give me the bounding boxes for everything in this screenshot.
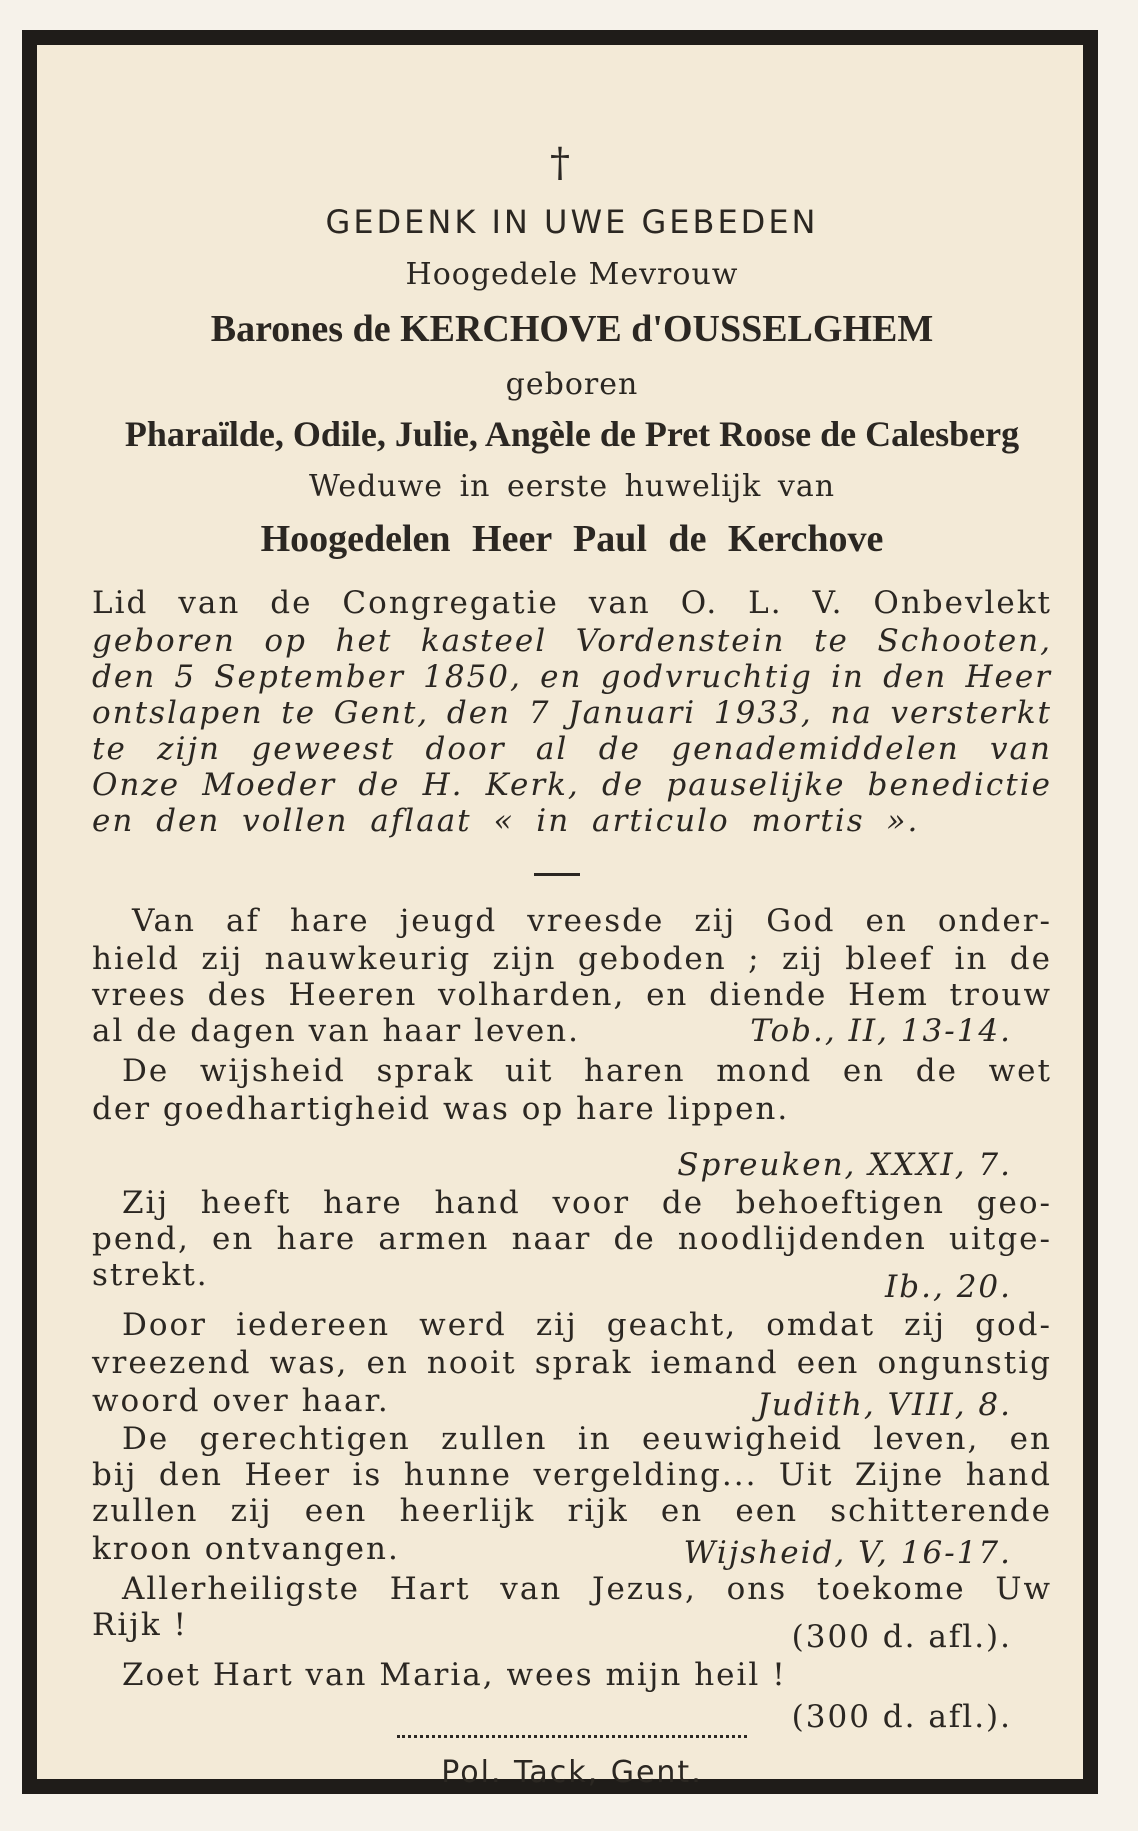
prayer-line: Zoet Hart van Maria, wees mijn heil ! [122,1657,787,1693]
memorial-card [22,30,1098,1794]
verse-line: vrees des Heeren volharden, en diende Hem trouw [92,977,1052,1013]
verse-line: zullen zij een heerlijk rijk en een schitterende [92,1493,1052,1529]
verse-line: Van af hare jeugd vreesde zij God en onder- [132,903,1052,939]
honorific: Hoogedele Mevrouw [405,257,739,292]
prayer-line: Rijk ! [92,1607,188,1643]
verse-line: hield zij nauwkeurig zijn geboden ; zij bleef in de [92,941,1052,977]
header-line: GEDENK IN UWE GEBEDEN [325,203,819,241]
divider [534,873,580,876]
deceased-name: Barones de KERCHOVE d'OUSSELGHEM [210,308,934,350]
verse-line: strekt. [92,1257,209,1293]
bio-line: den 5 September 1850, en godvruchtig in den Heer [92,659,1052,695]
prayer-line: Allerheiligste Hart van Jezus, ons toekome Uw [122,1571,1052,1607]
verse-reference: Tob., II, 13-14. [750,1013,1012,1049]
bio-line: ontslapen te Gent, den 7 Januari 1933, na versterkt [92,695,1052,731]
widow-line: Weduwe in eerste huwelijk van [308,469,836,504]
husband-name: Hoogedelen Heer Paul de Kerchove [260,518,884,560]
verse-line: Zij heeft hare hand voor de behoeftigen geo- [122,1185,1052,1221]
verse-reference: Judith, VIII, 8. [757,1387,1012,1423]
verse-line: kroon ontvangen. [92,1531,400,1567]
bio-line: en den vollen aflaat « in articulo mortis ». [92,803,920,839]
verse-line: bij den Heer is hunne vergelding... Uit Zijne hand [92,1457,1052,1493]
cross-icon: † [550,140,570,186]
verse-reference: Ib., 20. [885,1269,1012,1305]
verse-line: vreezend was, en nooit sprak iemand een ongunstig [92,1345,1052,1381]
printer-credit: Pol. Tack, Gent. [441,1755,703,1790]
verse-line: al de dagen van haar leven. [92,1013,580,1049]
verse-reference: Wijsheid, V, 16-17. [683,1535,1012,1571]
born-label: geboren [505,367,639,402]
indulgence-note: (300 d. afl.). [791,1699,1012,1735]
dotted-divider [397,1735,747,1738]
bio-line: te zijn geweest door al de genademiddelen van [92,731,1052,767]
verse-line: De gerechtigen zullen in eeuwigheid leven, en [122,1421,1052,1457]
verse-line: woord over haar. [92,1383,390,1419]
verse-line: der goedhartigheid was op hare lippen. [92,1091,790,1127]
bio-line: Lid van de Congregatie van O. L. V. Onbevlekt [92,585,1052,621]
indulgence-note: (300 d. afl.). [791,1619,1012,1655]
verse-reference: Spreuken, XXXI, 7. [677,1147,1012,1183]
verse-line: De wijsheid sprak uit haren mond en de wet [122,1053,1052,1089]
bio-line: geboren op het kasteel Vordenstein te Schooten, [92,623,1052,659]
verse-line: pend, en hare armen naar de noodlijdenden uitge- [92,1221,1052,1257]
bio-line: Onze Moeder de H. Kerk, de pauselijke benedictie [92,767,1052,803]
verse-line: Door iedereen werd zij geacht, omdat zij god- [122,1307,1052,1343]
maiden-name: Pharaïlde, Odile, Julie, Angèle de Pret Roose de Calesberg [124,414,1020,454]
